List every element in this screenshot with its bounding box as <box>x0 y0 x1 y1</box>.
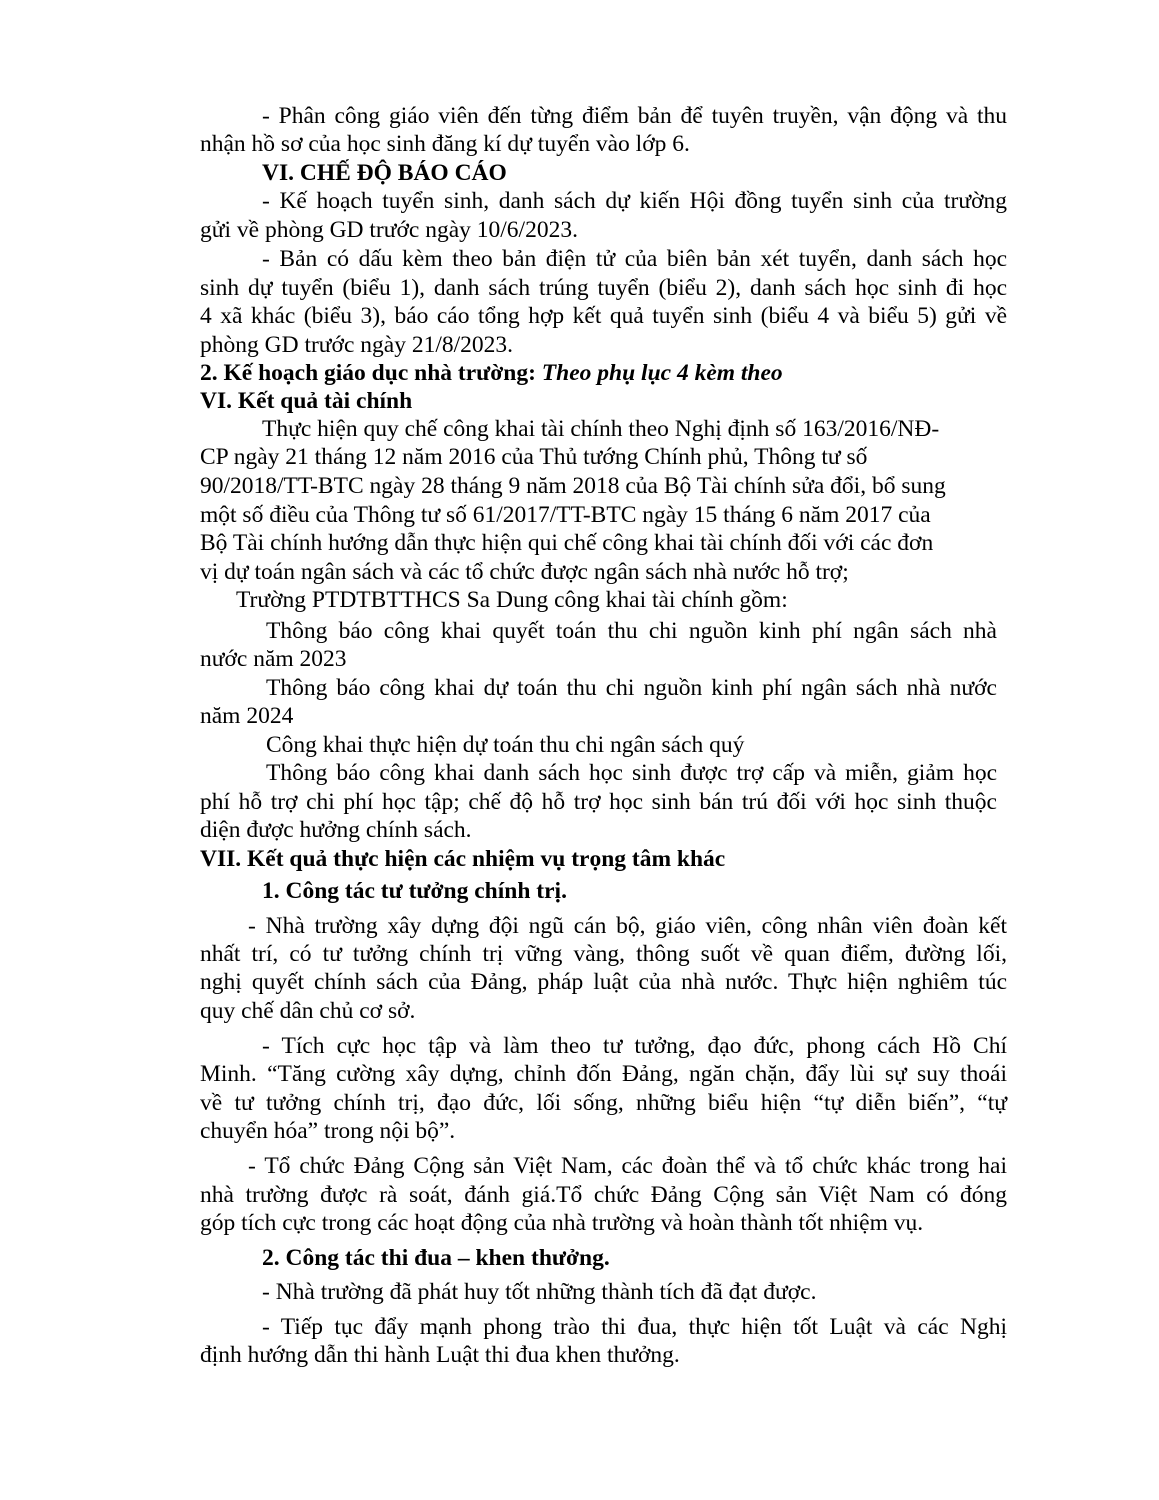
paragraph-line: gửi về phòng GD trước ngày 10/6/2023. <box>200 217 578 243</box>
section-heading: VI. Kết quả tài chính <box>200 388 413 414</box>
paragraph-line: Thực hiện quy chế công khai tài chính theo Nghị định số 163/2016/NĐ- <box>262 416 940 442</box>
paragraph-line: định hướng dẫn thi hành Luật thi đua khen thưởng. <box>200 1342 680 1368</box>
subsection-heading: 2. Công tác thi đua – khen thưởng. <box>262 1245 610 1271</box>
paragraph-line: vị dự toán ngân sách và các tổ chức được ngân sách nhà nước hỗ trợ; <box>200 559 849 585</box>
section-heading: VI. CHẾ ĐỘ BÁO CÁO <box>262 160 507 186</box>
paragraph-line: - Bản có dấu kèm theo bản điện tử của biên bản xét tuyển, danh sách học <box>262 246 1007 272</box>
paragraph-line: 90/2018/TT-BTC ngày 28 tháng 9 năm 2018 của Bộ Tài chính sửa đổi, bổ sung <box>200 473 946 499</box>
paragraph-line: nhất trí, có tư tưởng chính trị vững vàng, thông suốt về quan điểm, đường lối, <box>200 941 1007 967</box>
paragraph-line: Minh. “Tăng cường xây dựng, chỉnh đốn Đảng, ngăn chặn, đẩy lùi sự suy thoái <box>200 1061 1007 1087</box>
paragraph-line: Thông báo công khai quyết toán thu chi nguồn kinh phí ngân sách nhà <box>266 618 997 644</box>
section-heading <box>200 359 783 387</box>
paragraph-line: - Tổ chức Đảng Cộng sản Việt Nam, các đoàn thể và tổ chức khác trong hai <box>248 1153 1007 1179</box>
paragraph-line: nước năm 2023 <box>200 646 347 672</box>
paragraph-line: CP ngày 21 tháng 12 năm 2016 của Thủ tướng Chính phủ, Thông tư số <box>200 444 868 470</box>
paragraph-line: - Nhà trường đã phát huy tốt những thành tích đã đạt được. <box>262 1279 817 1305</box>
paragraph-line: Trường PTDTBTTHCS Sa Dung công khai tài chính gồm: <box>236 587 788 613</box>
paragraph-line: - Kế hoạch tuyển sinh, danh sách dự kiến Hội đồng tuyển sinh của trường <box>262 188 1007 214</box>
paragraph-line: nghị quyết chính sách của Đảng, pháp luật của nhà nước. Thực hiện nghiêm túc <box>200 969 1007 995</box>
paragraph-line: năm 2024 <box>200 703 294 729</box>
paragraph-line: Thông báo công khai danh sách học sinh được trợ cấp và miễn, giảm học <box>266 760 997 786</box>
heading-italic-part: Theo phụ lục 4 kèm theo <box>541 360 783 386</box>
paragraph-line: Thông báo công khai dự toán thu chi nguồn kinh phí ngân sách nhà nước <box>266 675 997 701</box>
paragraph-line: 4 xã khác (biểu 3), báo cáo tổng hợp kết quả tuyển sinh (biểu 4 và biểu 5) gửi về <box>200 303 1007 329</box>
section-heading: VII. Kết quả thực hiện các nhiệm vụ trọng tâm khác <box>200 846 726 872</box>
paragraph-line: nhà trường được rà soát, đánh giá.Tổ chức Đảng Cộng sản Việt Nam có đóng <box>200 1182 1007 1208</box>
paragraph-line: chuyển hóa” trong nội bộ”. <box>200 1118 456 1144</box>
paragraph-line: góp tích cực trong các hoạt động của nhà trường và hoàn thành tốt nhiệm vụ. <box>200 1210 924 1236</box>
paragraph-line: một số điều của Thông tư số 61/2017/TT-BTC ngày 15 tháng 6 năm 2017 của <box>200 502 931 528</box>
paragraph-line: Công khai thực hiện dự toán thu chi ngân sách quý <box>266 732 745 758</box>
paragraph-line: - Tích cực học tập và làm theo tư tưởng, đạo đức, phong cách Hồ Chí <box>262 1033 1007 1059</box>
paragraph-line: quy chế dân chủ cơ sở. <box>200 998 416 1024</box>
paragraph-line: Bộ Tài chính hướng dẫn thực hiện qui chế công khai tài chính đối với các đơn <box>200 530 934 556</box>
paragraph-line: - Nhà trường xây dựng đội ngũ cán bộ, giáo viên, công nhân viên đoàn kết <box>248 913 1007 939</box>
paragraph-line: phí hỗ trợ chi phí học tập; chế độ hỗ trợ học sinh bán trú đối với học sinh thuộc <box>200 789 997 815</box>
subsection-heading: 1. Công tác tư tưởng chính trị. <box>262 878 567 904</box>
paragraph-line: - Tiếp tục đẩy mạnh phong trào thi đua, thực hiện tốt Luật và các Nghị <box>262 1314 1007 1340</box>
paragraph-line: - Phân công giáo viên đến từng điểm bản để tuyên truyền, vận động và thu <box>262 103 1007 129</box>
paragraph-line: sinh dự tuyển (biểu 1), danh sách trúng tuyển (biểu 2), danh sách học sinh đi học <box>200 275 1007 301</box>
paragraph-line: nhận hồ sơ của học sinh đăng kí dự tuyển vào lớp 6. <box>200 131 690 157</box>
heading-bold-part: 2. Kế hoạch giáo dục nhà trường: <box>200 360 542 386</box>
paragraph-line: diện được hưởng chính sách. <box>200 817 472 843</box>
paragraph-line: về tư tưởng chính trị, đạo đức, lối sống, những biểu hiện “tự diễn biến”, “tự <box>200 1090 1007 1116</box>
paragraph-line: phòng GD trước ngày 21/8/2023. <box>200 332 514 358</box>
